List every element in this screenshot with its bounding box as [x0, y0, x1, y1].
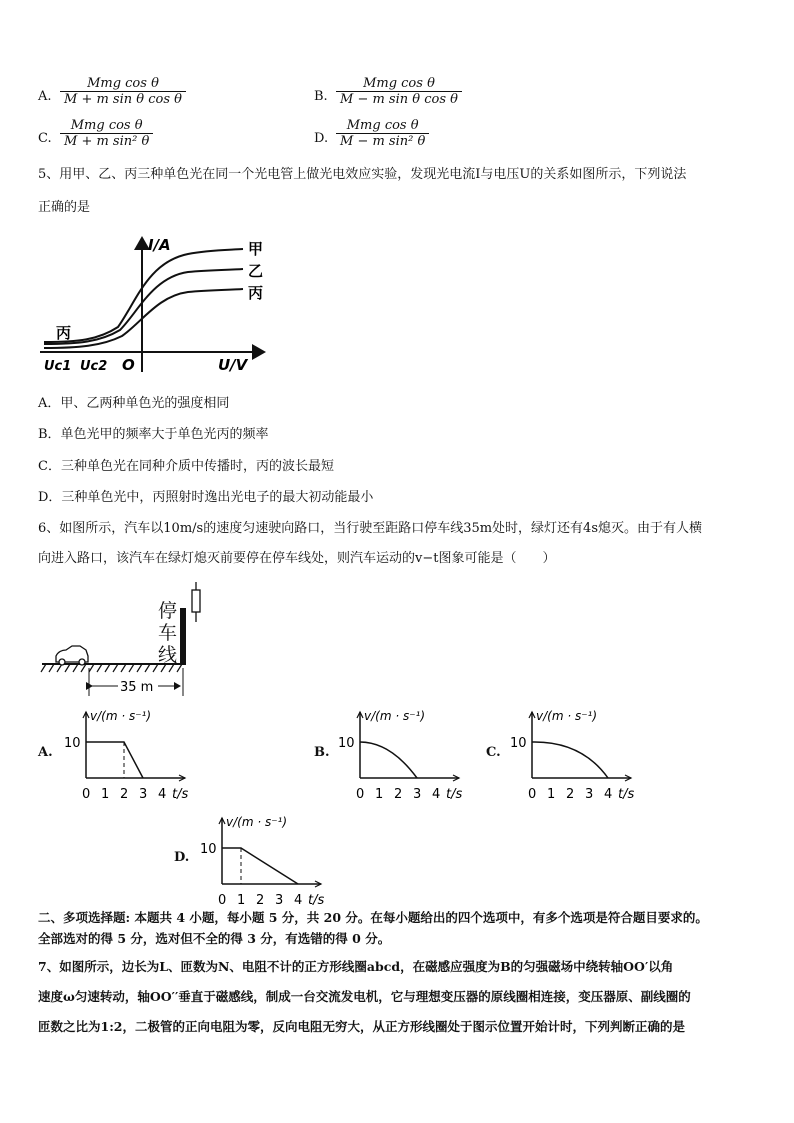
q6-stem-line1: 6、如图所示，汽车以10m/s的速度匀速驶向路口，当行驶至距路口停车线35m处时，绿灯还有4s熄灭。由于有人横 — [38, 521, 703, 536]
v-t-y-tick-10: 10 — [338, 736, 355, 751]
q5-curve-yi-label: 乙 — [248, 262, 264, 280]
section2-line2: 全部选对的得 5 分，选对但不全的得 3 分，有选错的得 0 分。 — [38, 931, 391, 946]
q4-option-a-denominator: M + m sin θ cos θ — [60, 91, 186, 107]
v-t-x-tick-4: 4 — [158, 787, 167, 802]
q4-option-a-fraction — [60, 76, 186, 107]
v-t-x-tick-0: 0 — [218, 893, 227, 908]
q5-option-c: C．三种单色光在同种介质中传播时，丙的波长最短 — [38, 459, 334, 474]
q7-line3: 匝数之比为1:2，二极管的正向电阻为零，反向电阻无穷大，从正方形线圈处于图示位置开始计时，下列判断正确的是 — [38, 1019, 686, 1034]
q7-line1: 7、如图所示，边长为L、匝数为N、电阻不计的正方形线圈abcd，在磁感应强度为B的匀强磁场中绕转轴OO′以角 — [38, 959, 674, 974]
q6-option-b-label: B. — [314, 745, 330, 760]
q4-option-c-denominator: M + m sin² θ — [60, 133, 153, 149]
q4-option-d-numerator: Mmg cos θ — [346, 118, 419, 133]
q6-graph-d — [198, 810, 334, 908]
q4-option-d-denominator: M − m sin² θ — [336, 133, 429, 149]
distance-label: 35 m — [120, 680, 154, 695]
q5-uc1-label: Uc1 — [44, 359, 72, 374]
q6-option-c-label: C. — [486, 745, 501, 760]
q4-option-b-label: B. — [314, 89, 328, 104]
q5-curve-bing-label: 丙 — [248, 284, 264, 302]
q5-option-a: A．甲、乙两种单色光的强度相同 — [38, 396, 230, 411]
v-t-x-tick-1: 1 — [547, 787, 556, 802]
q4-option-a-numerator: Mmg cos θ — [87, 76, 159, 91]
v-t-x-tick-0: 0 — [356, 787, 365, 802]
v-t-x-tick-1: 1 — [101, 787, 110, 802]
v-t-x-tick-0: 0 — [528, 787, 537, 802]
v-t-curve — [222, 848, 298, 884]
v-t-y-label: v/(m · s⁻¹) — [90, 709, 152, 723]
q4-option-d-label: D. — [314, 131, 329, 146]
q6-option-d-label: D. — [174, 850, 190, 865]
v-t-x-tick-3: 3 — [139, 787, 148, 802]
v-t-x-tick-4: 4 — [432, 787, 441, 802]
v-t-y-tick-10: 10 — [200, 842, 217, 857]
v-t-x-tick-4: 4 — [604, 787, 613, 802]
q6-graph-a — [62, 704, 198, 802]
q4-option-b-fraction — [336, 76, 462, 107]
q4-option-b-denominator: M − m sin θ cos θ — [336, 91, 462, 107]
q5-curve-bing — [44, 289, 243, 348]
q6-stem-line2: 向进入路口，该汽车在绿灯熄灭前要停在停车线处，则汽车运动的v−t图象可能是（ ） — [38, 551, 556, 566]
traffic-light-icon — [192, 582, 200, 622]
q5-y-label: I/A — [148, 236, 171, 254]
q6-graph-b — [336, 704, 472, 802]
v-t-curve — [360, 742, 417, 778]
q4-option-b-numerator: Mmg cos θ — [363, 76, 435, 91]
v-t-x-tick-1: 1 — [237, 893, 246, 908]
v-t-y-label: v/(m · s⁻¹) — [226, 815, 288, 829]
q5-option-d: D．三种单色光中，丙照射时逸出光电子的最大初动能最小 — [38, 490, 374, 505]
v-t-x-tick-3: 3 — [585, 787, 594, 802]
q5-stem-line2: 正确的是 — [38, 200, 91, 215]
q5-uc2-label: Uc2 — [80, 359, 108, 374]
stop-line-post — [180, 608, 186, 664]
q5-iu-graph — [38, 232, 278, 380]
v-t-x-tick-3: 3 — [413, 787, 422, 802]
q4-option-a-label: A. — [38, 89, 52, 104]
v-t-y-label: v/(m · s⁻¹) — [364, 709, 426, 723]
v-t-x-tick-2: 2 — [120, 787, 129, 802]
q5-low-curve-label: 丙 — [56, 324, 72, 342]
q7-line2: 速度ω匀速转动，轴OO′′垂直于磁感线，制成一台交流发电机，它与理想变压器的原线圈相连接，变压器原、副线圈的 — [38, 989, 691, 1004]
v-t-x-tick-2: 2 — [566, 787, 575, 802]
v-t-x-label: t/s — [446, 787, 463, 802]
v-t-curve — [532, 742, 608, 778]
q5-stem-line1: 5、用甲、乙、丙三种单色光在同一个光电管上做光电效应实验，发现光电流I与电压U的关系如图所示，下列说法 — [38, 167, 687, 182]
v-t-x-tick-2: 2 — [394, 787, 403, 802]
v-t-y-tick-10: 10 — [64, 736, 81, 751]
v-t-curve — [86, 742, 143, 778]
stop-line-label: 停车线 — [158, 600, 178, 666]
v-t-x-label: t/s — [618, 787, 635, 802]
v-t-y-tick-10: 10 — [510, 736, 527, 751]
q6-graph-c — [508, 704, 644, 802]
q4-option-c-fraction — [60, 118, 153, 149]
q6-road-scene — [40, 578, 210, 700]
q5-origin-label: O — [122, 356, 135, 374]
q4-option-c-numerator: Mmg cos θ — [70, 118, 143, 133]
q4-option-c-label: C. — [38, 131, 52, 146]
q4-option-d-fraction — [336, 118, 429, 149]
v-t-x-tick-3: 3 — [275, 893, 284, 908]
q5-curve-yi — [44, 269, 243, 344]
q5-option-b: B．单色光甲的频率大于单色光丙的频率 — [38, 427, 269, 442]
q6-option-a-label: A. — [38, 745, 53, 760]
v-t-x-tick-0: 0 — [82, 787, 91, 802]
v-t-x-tick-4: 4 — [294, 893, 303, 908]
q5-curve-jia-label: 甲 — [248, 240, 264, 258]
v-t-x-label: t/s — [308, 893, 325, 908]
v-t-x-tick-1: 1 — [375, 787, 384, 802]
car-icon — [56, 646, 88, 665]
v-t-y-label: v/(m · s⁻¹) — [536, 709, 598, 723]
v-t-x-tick-2: 2 — [256, 893, 265, 908]
q5-curve-jia — [44, 249, 243, 342]
v-t-x-label: t/s — [172, 787, 189, 802]
section2-line1: 二、多项选择题: 本题共 4 小题，每小题 5 分，共 20 分。在每小题给出的四个选项中，有多个选项是符合题目要求的。 — [38, 910, 708, 925]
q5-x-label: U/V — [218, 356, 248, 374]
